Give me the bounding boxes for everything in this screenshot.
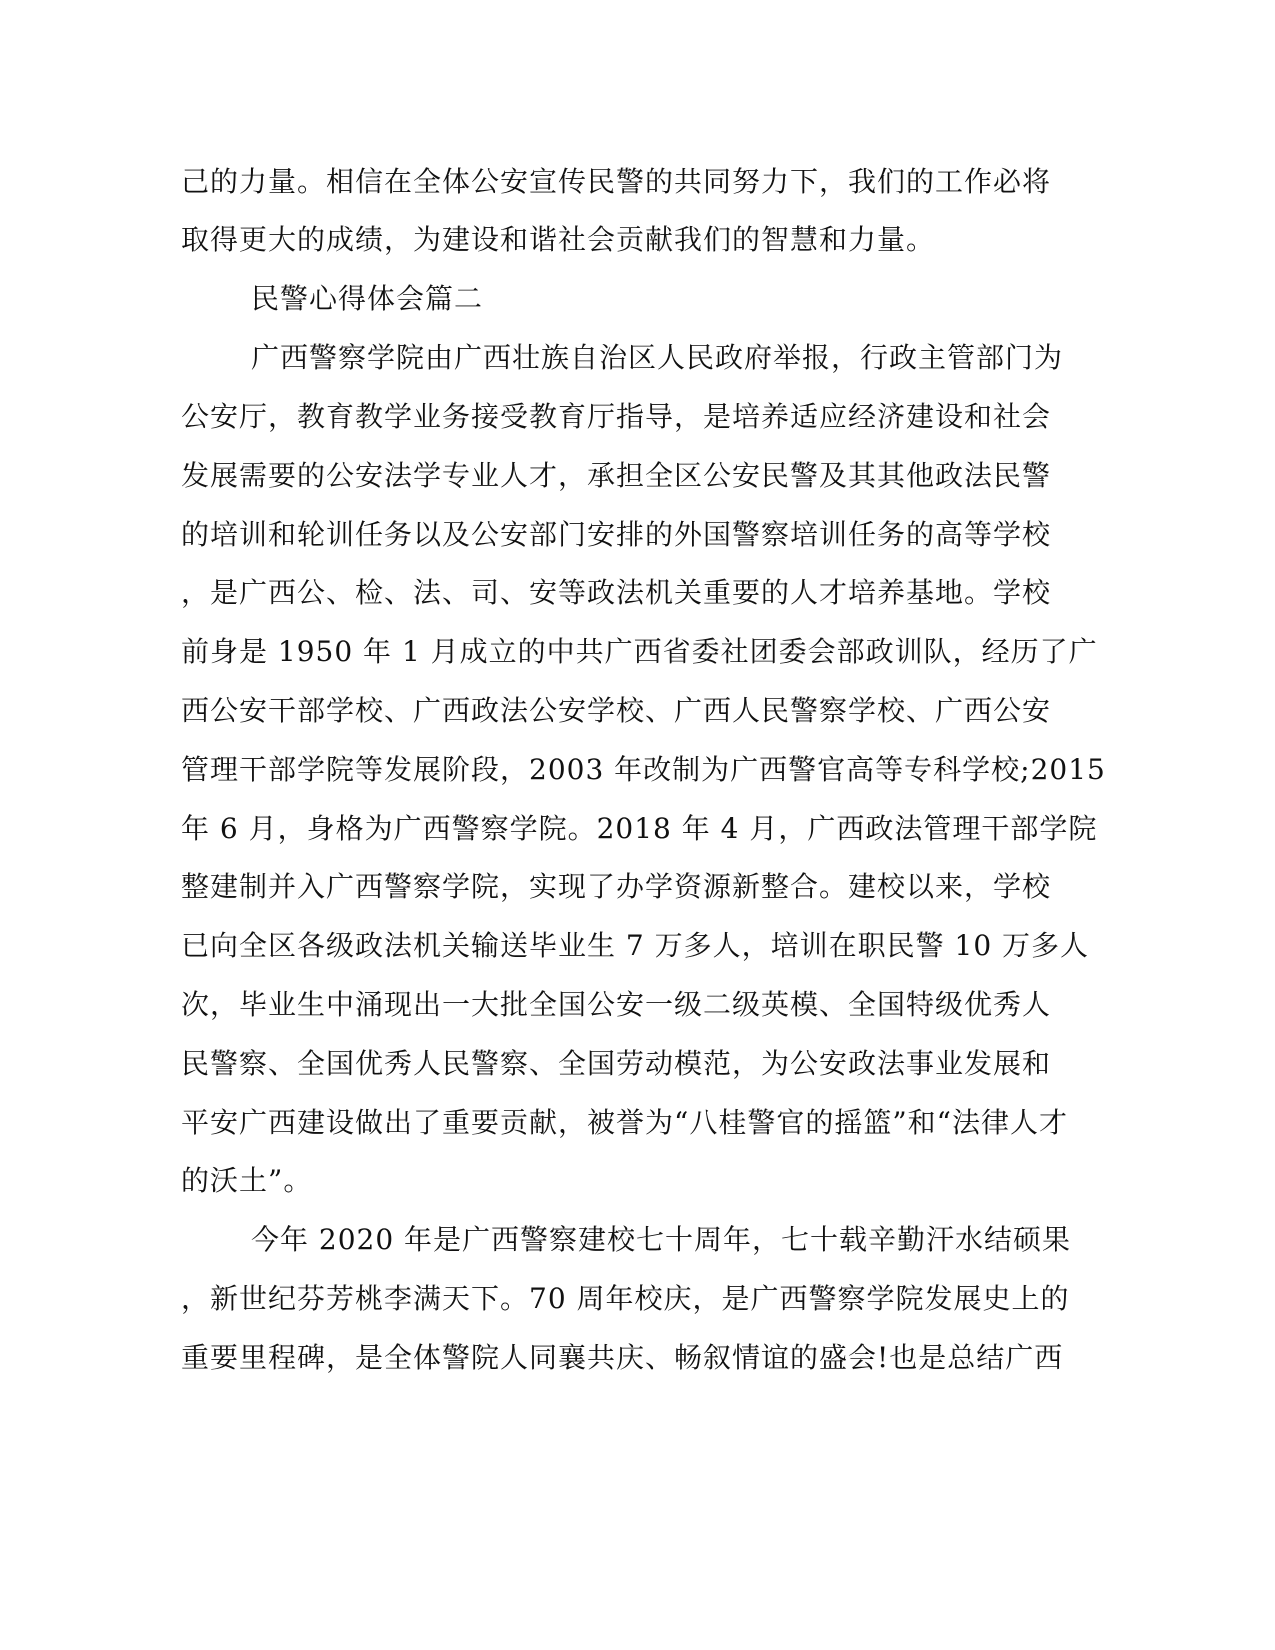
text-line: 已向全区各级政法机关输送毕业生 7 万多人，培训在职民警 10 万多人 <box>181 929 1090 962</box>
text-line: 整建制并入广西警察学院，实现了办学资源新整合。建校以来，学校 <box>181 870 1052 903</box>
text-line: 公安厅，教育教学业务接受教育厅指导，是培养适应经济建设和社会 <box>181 400 1052 433</box>
text-line: 平安广西建设做出了重要贡献，被誉为“八桂警官的摇篮”和“法律人才 <box>181 1106 1068 1139</box>
section-heading: 民警心得体会篇二 <box>251 282 484 315</box>
text-line: 民警察、全国优秀人民警察、全国劳动模范，为公安政法事业发展和 <box>181 1047 1052 1080</box>
text-line: 次，毕业生中涌现出一大批全国公安一级二级英模、全国特级优秀人 <box>181 988 1052 1021</box>
text-line: 年 6 月，身格为广西警察学院。2018 年 4 月，广西政法管理干部学院 <box>181 812 1098 845</box>
text-line: 己的力量。相信在全体公安宣传民警的共同努力下，我们的工作必将 <box>181 165 1052 198</box>
text-line: 重要里程碑，是全体警院人同襄共庆、畅叙情谊的盛会!也是总结广西 <box>181 1341 1064 1374</box>
paragraph-first-line: 今年 2020 年是广西警察建校七十周年，七十载辛勤汗水结硕果 <box>251 1223 1072 1256</box>
text-line: 西公安干部学校、广西政法公安学校、广西人民警察学校、广西公安 <box>181 694 1052 727</box>
text-line: 的沃土”。 <box>181 1164 313 1197</box>
text-line: 前身是 1950 年 1 月成立的中共广西省委社团委会部政训队，经历了广 <box>181 635 1098 668</box>
text-line: 的培训和轮训任务以及公安部门安排的外国警察培训任务的高等学校 <box>181 518 1052 551</box>
text-line: 取得更大的成绩，为建设和谐社会贡献我们的智慧和力量。 <box>181 223 936 256</box>
text-line: ，是广西公、检、法、司、安等政法机关重要的人才培养基地。学校 <box>181 576 1052 609</box>
text-line: 发展需要的公安法学专业人才，承担全区公安民警及其其他政法民警 <box>181 459 1052 492</box>
text-line: ，新世纪芬芳桃李满天下。70 周年校庆，是广西警察学院发展史上的 <box>181 1282 1070 1315</box>
paragraph-first-line: 广西警察学院由广西壮族自治区人民政府举报，行政主管部门为 <box>251 341 1064 374</box>
text-line: 管理干部学院等发展阶段，2003 年改制为广西警官高等专科学校;2015 <box>181 753 1106 786</box>
